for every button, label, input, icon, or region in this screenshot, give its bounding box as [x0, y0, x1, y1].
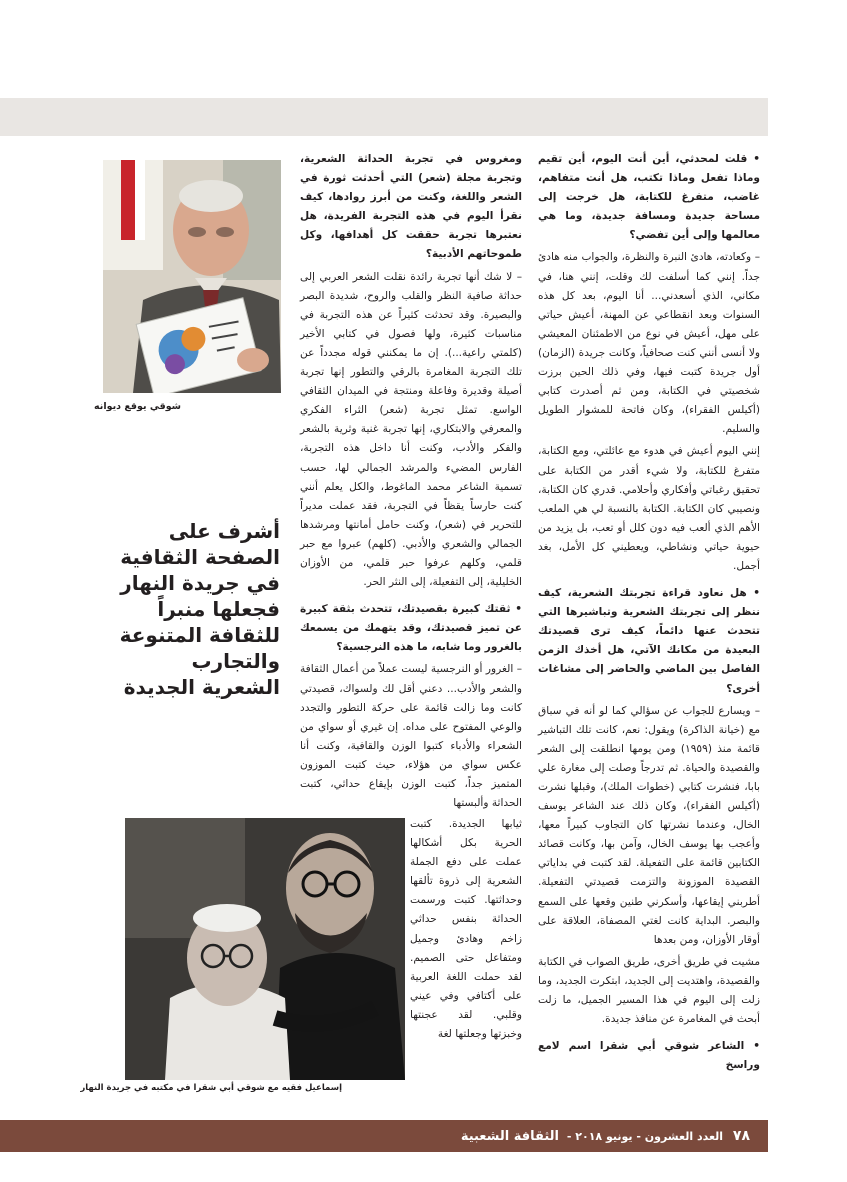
article-column-right	[538, 150, 760, 1090]
answer-paragraph: ثيابها الجديدة. كتبت الحرية بكل أشكالها عملت على دفع الجملة الشعرية إلى ذروة تألقها وحداثتها. كتبت ورسمت الحداثة بنفس حداثي زاخم وهادئ وجميل ومتفاعل حتى الصميم. لقد حملت اللغة العربية على أكتافي وفي عيني وقلبي. لقد عجنتها وخبزتها وجعلتها لغة	[410, 818, 522, 1041]
photo-caption-2: إسماعيل فقيه مع شوقي أبي شقرا في مكتبه في جريدة النهار	[80, 1083, 342, 1093]
interview-question-1: • قلت لمحدثي، أين أنت اليوم، أين تقيم وماذا تفعل وماذا تكتب، هل أنت متفاهم، غاضب، متفرغ للكتابة، هل خرجت إلى مساحة جديدة ومسافة جديدة، وما هي معالمها وإلى أين تفضي؟	[538, 153, 760, 242]
answer-paragraph: – ويسارع للجواب عن سؤالي كما لو أنه في سباق مع (خيانة الذاكرة) ويقول: نعم، كانت تلك التباشير قائمة منذ (١٩٥٩) ومن يومها انطلقت إلى الشعر والقصيدة والحياة. ثم تدرجاً وصلت إلى مغارة علي بابا، فنشرت كتابي (خطوات الملك)، وقبلها نشرت (أكيلس الفقراء)، وكان ذلك عند الشاعر يوسف الخال، وعندما نشرتها كان التجاوب كبيراً معها، وأعجب بها يوسف الخال، وآمن بها، وكانت قصائد الكتابين قائمة على التفعيلة. لقد كتبت في بداياتي القصيدة الموزونة والتزمت قصيدتي التفعيلة. أطربني إيقاعها، وأسكرني طنين وقعها على السمع والبصر. البداية كانت لغتي المصفاة، العلاقة على أوقار الأوزان، ومن بعدها	[538, 704, 760, 946]
page-number: ٧٨	[732, 1128, 750, 1144]
footer-line	[461, 1128, 750, 1144]
answer-paragraph: – الغرور أو النرجسية ليست عملاً من أعمال الثقافة والشعر والأدب... دعني أقل لك ولسواك، قصيدتي كانت وما زالت قائمة على حركة التطور والتجدد والوعي المفتوح على مداه. إن غيري أو سواي من الشعراء والأدباء كتبوا الوزن والقافية، وكنت أنا عكس سواي من هؤلاء، حيث كتبت الموزون المتميز جداً، كتبت الوزن بإيقاع حداثي، كتبت الحداثة وألبستها	[300, 663, 522, 810]
interview-question-2: • هل نعاود قراءة تجربتك الشعرية، كيف ننظر إلى تجربتك الشعرية وتباشيرها التي تتحدث عنها دائماً، كيف ترى قصيدتك البعيدة من مكانك الآتي، هل أخذك الزمن الفاصل بين الماضي والحاضر إلى مشاغات أخرى؟	[538, 587, 760, 695]
interview-question-continued: ومغروس في تجربة الحداثة الشعرية، وتجربة مجلة (شعر) التي أحدثت ثورة في الشعر واللغة، وكنت من أبرز روادها، كيف نقرأ اليوم في هذه التجربة الفريدة، هل نعتبرها تجربة حققت كل أهدافها، وكل طموحاتهم الأدبية؟	[300, 153, 522, 261]
header-band	[0, 98, 768, 136]
photo-poet-signing-illustration	[103, 160, 281, 393]
answer-paragraph: – وكعادته، هادئ النبرة والنظرة، والجواب منه هادئ جداً. إنني كما أسلفت لك وقلت، إنني هنا، في مكاني، الذي أسعدني... أنا اليوم، بعد كل هذه السنوات وبعد انقطاعي عن المهنة، أعيش حياتي على مهل، أعيش في نوع من الاطمئنان المعيشي ولا أنسى أنني كنت صحافياً، وكانت جريدة (الزمان) أول جريدة كتبت فيها، وفي ذلك الحين برزت شخصيتي في الكتابة، ومن ثم أصدرت كتابي (أكيلس الفقراء)، وكان فاتحة للمشوار الطويل والسليم.	[538, 251, 760, 436]
photo-caption-1: شوقي يوقع ديوانه	[94, 401, 181, 412]
answer-paragraph: – لا شك أنها تجربة رائدة نقلت الشعر العربي إلى حداثة صافية النظر والقلب والروح، شديدة البصر والبصيرة. وقد تحدثت كثيراً عن هذه التجربة في مناسبات كثيرة، ولها فصول في كتابي الأخير (كلمتي راعية...). إن ما يمكنني قوله مجدداً عن تلك التجربة المغامرة بالرقي والتطور إنها تجربة أصيلة وقديرة وفاعلة ومنتجة في الميدان الثقافي الواسع. تمثل تجربة (شعر) الثراء الفكري والمعرفي والابتكاري، إنها تجربة غنية وثرية بالشعر والفكر والأدب، وكنت أنا داخل هذه التجربة، الفارس المضيء والمرشد الجمالي لها، حسب تسمية الشاعر محمد الماغوط، والكل يعلم أنني كنت حارساً يقظاً في التجربة، فقد عملت مديراً للتحرير في (شعر)، وكنت حامل أمانتها ومرشدها الجمالي والشعري والأدبي. (كلهم) عبروا مع حبر قلمي، وكلهم عرفوا حبر قلمي، من الأوزان الخليلية، إلى التفعيلة، إلى النثر الحر.	[300, 270, 522, 589]
article-column-narrow	[410, 815, 522, 1095]
photo-poet-signing	[103, 160, 281, 393]
interview-question-3: • ثقتك كبيرة بقصيدتك، تتحدث بثقة كبيرة عن تميز قصيدتك، وقد يتهمك من يسمعك بالغرور وما شابه، ما هذه النرجسية؟	[300, 603, 522, 654]
magazine-logo: الثقافة الشعبية	[460, 1129, 560, 1144]
issue-label: العدد العشرون - يونيو ٢٠١٨ -	[566, 1130, 724, 1143]
photo-two-men-illustration	[125, 818, 405, 1080]
page-footer	[0, 1120, 768, 1152]
answer-paragraph: إنني اليوم أعيش في هدوء مع عائلتي، ومع الكتابة، متفرغ للكتابة، ولا شيء أقدر من الكتابة على تحقيق رغباتي وأفكاري وأحلامي. قدري كان الكتابة، ونصيبي كان الكتابة. الكتابة بالنسبة لي هي الملعب الأهم الذي ألعب فيه دون كلل أو تعب، بل يزيد من حيوية حياتي ونشاطي، ويعطيني كل الأمل، بغد أجمل.	[538, 445, 760, 572]
pull-quote: أشرف على الصفحة الثقافية في جريدة النهار فجعلها منبراً للثقافة المتنوعة والتجارب الشعرية الجديدة	[119, 519, 280, 699]
photo-faqih-with-abi-shaqra	[125, 818, 405, 1080]
interview-question-4: • الشاعر شوقي أبي شقرا اسم لامع وراسخ	[538, 1040, 760, 1072]
answer-paragraph: مشيت في طريق أخرى، طريق الصواب في الكتابة والقصيدة، واهتديت إلى الجديد، ابتكرت الجديد، وما زلت إلى اليوم في هذا المسير الجميل، ما زلت أبحث في المغامرة عن منافذ جديدة.	[538, 955, 760, 1026]
article-column-middle	[300, 150, 522, 815]
